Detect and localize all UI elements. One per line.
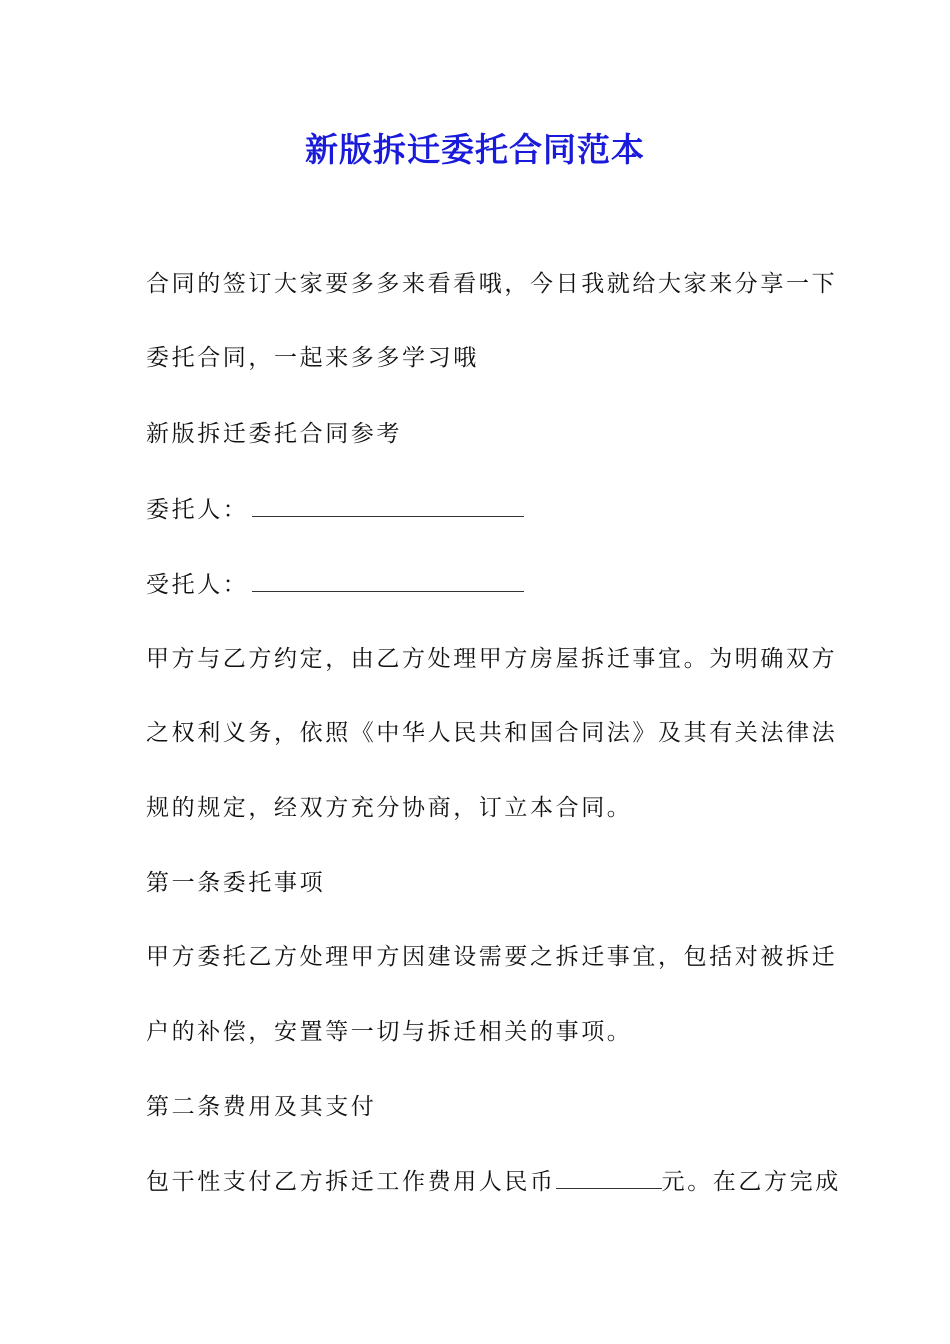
principal-label: 委托人： — [146, 497, 249, 523]
agent-label: 受托人： — [146, 572, 249, 598]
principal-field — [146, 494, 524, 525]
principal-blank — [252, 494, 524, 517]
preamble-line-3: 规的规定，经双方充分协商，订立本合同。 — [146, 795, 633, 821]
intro-line-2: 委托合同，一起来多多学习哦 — [146, 345, 479, 371]
preamble-line-1: 甲方与乙方约定，由乙方处理甲方房屋拆迁事宜。为明确双方 — [146, 646, 838, 672]
agent-blank — [252, 569, 524, 592]
fee-text: 包干性支付乙方拆迁工作费用人民币 — [146, 1169, 556, 1195]
fee-amount-blank — [556, 1166, 662, 1189]
article-1-heading: 第一条委托事项 — [146, 870, 326, 896]
article-2-heading: 第二条费用及其支付 — [146, 1094, 377, 1120]
article-2-line-1 — [146, 1166, 841, 1197]
intro-line-1: 合同的签订大家要多多来看看哦，今日我就给大家来分享一下 — [146, 271, 838, 297]
reference-heading: 新版拆迁委托合同参考 — [146, 421, 402, 447]
article-1-line-1: 甲方委托乙方处理甲方因建设需要之拆迁事宜，包括对被拆迁 — [146, 944, 838, 970]
preamble-line-2: 之权利义务，依照《中华人民共和国合同法》及其有关法律法 — [146, 720, 838, 746]
fee-text-tail: 元。在乙方完成 — [661, 1169, 841, 1195]
article-1-line-2: 户的补偿，安置等一切与拆迁相关的事项。 — [146, 1019, 633, 1045]
document-title: 新版拆迁委托合同范本 — [305, 130, 645, 169]
agent-field — [146, 569, 524, 600]
